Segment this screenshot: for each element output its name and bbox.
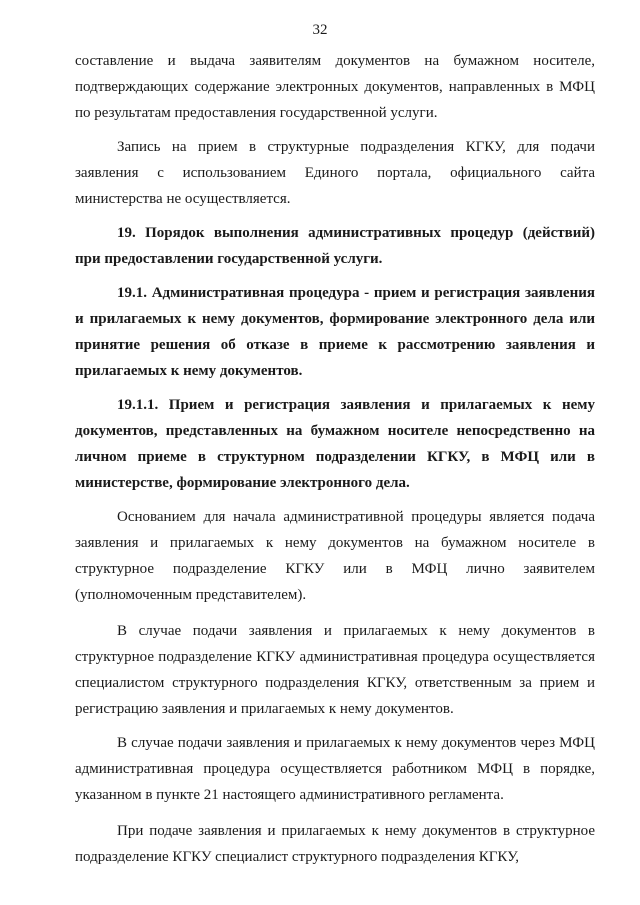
- heading-section-19-1-1: 19.1.1. Прием и регистрация заявления и прилагаемых к нему документов, представленных на бумажном носителе непосредственно на личном приеме в структурном подразделении КГКУ, в МФЦ или в министерстве, формирование электронного дела.: [75, 397, 595, 491]
- paragraph-basis: Основанием для начала административной процедуры является подача заявления и прилагаемых к нему документов на бумажном носителе в структурное подразделение КГКУ или в МФЦ лично заявителем (уполномоченным представителем).: [75, 509, 595, 603]
- paragraph-submission: При подаче заявления и прилагаемых к нему документов в структурное подразделение КГКУ специалист структурного подразделения КГКУ,: [75, 823, 595, 865]
- page-number: 32: [312, 22, 328, 38]
- paragraph-kgku: В случае подачи заявления и прилагаемых к нему документов в структурное подразделение КГКУ административная процедура осуществляется специалистом структурного подразделения КГКУ, ответственным за прием и регистрацию заявления и прилагаемых к нему документов.: [75, 623, 595, 717]
- paragraph-appointment: Запись на прием в структурные подразделения КГКУ, для подачи заявления с использованием Единого портала, официального сайта министерства не осуществляется.: [75, 139, 595, 207]
- heading-section-19-1: 19.1. Административная процедура - прием и регистрация заявления и прилагаемых к нему документов, формирование электронного дела или принятие решения об отказе в приеме к рассмотрению заявления и прилагаемых к нему документов.: [75, 285, 595, 379]
- paragraph-continuation: составление и выдача заявителям документов на бумажном носителе, подтверждающих содержание электронных документов, направленных в МФЦ по результатам предоставления государственной услуги.: [75, 53, 595, 121]
- paragraph-mfc: В случае подачи заявления и прилагаемых к нему документов через МФЦ административная процедура осуществляется работником МФЦ в порядке, указанном в пункте 21 настоящего административного регламента.: [75, 735, 595, 803]
- heading-section-19: 19. Порядок выполнения административных процедур (действий) при предоставлении государственной услуги.: [75, 225, 595, 267]
- document-body: [75, 48, 595, 870]
